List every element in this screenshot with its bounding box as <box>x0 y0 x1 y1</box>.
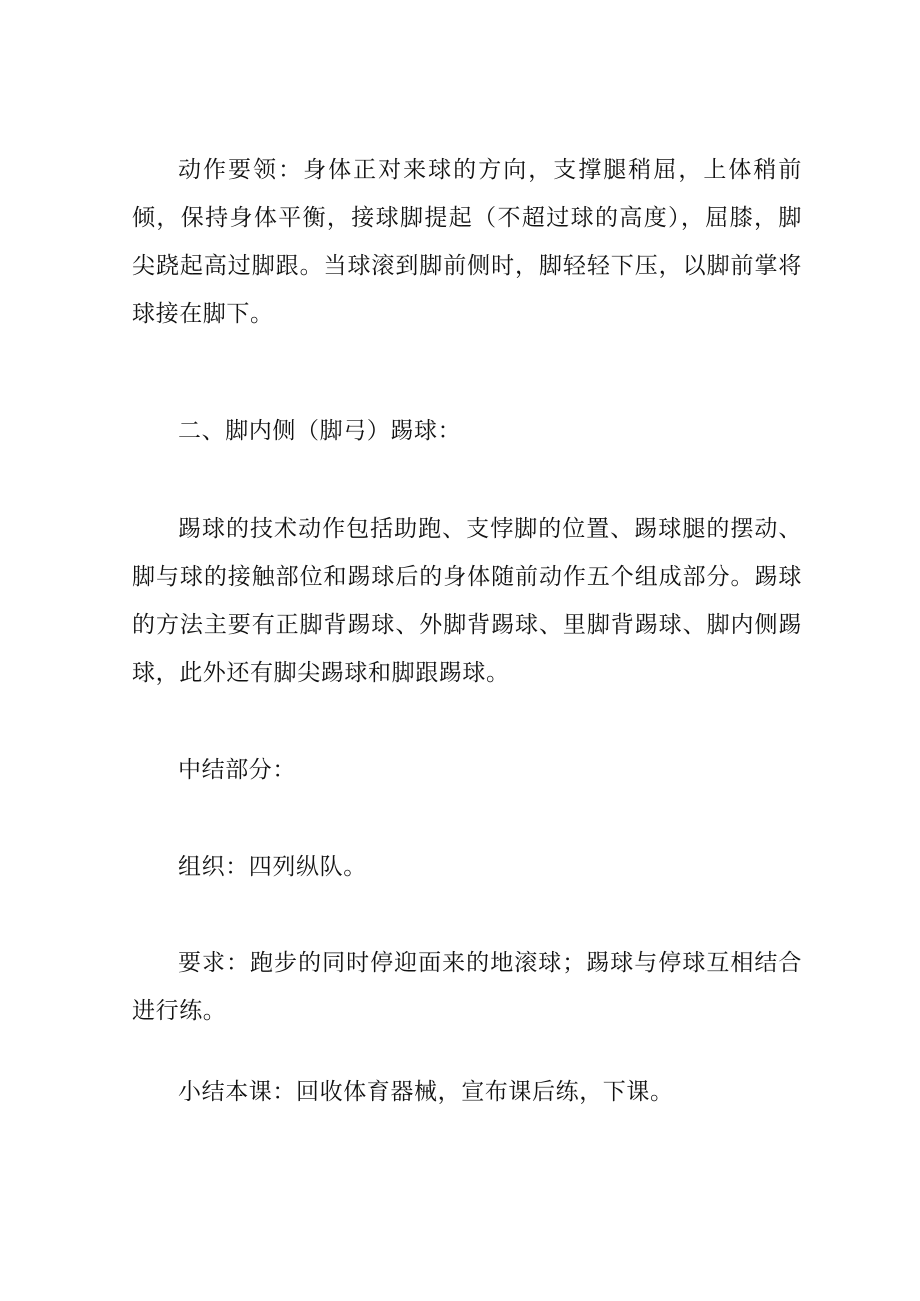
section-heading-inside-foot-kick: 二、脚内侧（脚弓）踢球： <box>178 418 462 444</box>
paragraph-kick-technique: 踢球的技术动作包括助跑、支悖脚的位置、踢球腿的摆动、脚与球的接触部位和踢球后的身体随前动作五个组成部分。踢球的方法主要有正脚背踢球、外脚背踢球、里脚背踢球、脚内侧踢球，此外还有脚尖踢球和脚跟踢球。 <box>132 516 802 686</box>
section-heading-middle-part: 中结部分： <box>178 757 296 783</box>
paragraph-requirements: 要求：跑步的同时停迎面来的地滚球；踢球与停球互相结合进行练。 <box>132 950 802 1024</box>
paragraph-organization: 组织：四列纵队。 <box>178 854 367 880</box>
paragraph-action-essentials: 动作要领：身体正对来球的方向，支撑腿稍屈，上体稍前倾，保持身体平衡，接球脚提起（不超过球的高度），屈膝，脚尖跷起高过脚跟。当球滚到脚前侧时，脚轻轻下压，以脚前掌将球接在脚下。 <box>132 157 802 327</box>
paragraph-lesson-summary: 小结本课：回收体育器械，宣布课后练，下课。 <box>178 1079 674 1105</box>
